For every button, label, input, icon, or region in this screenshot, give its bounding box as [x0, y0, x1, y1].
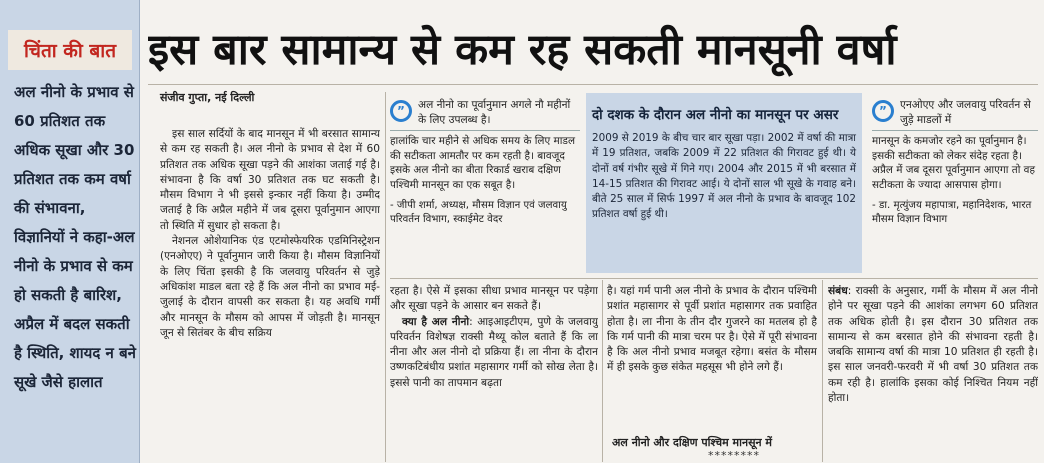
column-divider [385, 92, 386, 462]
quote-attribution: - जीपी शर्मा, अध्यक्ष, मौसम विज्ञान एवं जलवायु परिवर्तन विभाग, स्काईमेट वेदर [390, 199, 567, 225]
divider [872, 130, 1038, 131]
fact-box-body: 2009 से 2019 के बीच चार बार सूखा पड़ा। 2002 में वर्षा की मात्रा में 19 प्रतिशत, जबकि 2009 में 22 प्रतिशत की गिरावट हुई थी। ये दोनों वर्ष गंभीर सूखे में गिने गए। 2004 और 2015 में भी बरसात में 14-15 प्रतिशत की गिरावट आई। ये दोनों साल भी सूखे के गवाह बने। बीते 25 साल में सिर्फ 1997 में अल नीनो के प्रभाव के बावजूद 102 प्रतिशत वर्षा हुई थी। [592, 132, 856, 221]
quote-box-sharma [390, 98, 580, 270]
sidebar-panel [0, 0, 140, 463]
end-mark: ******** [708, 449, 760, 462]
subhead: अल नीनो और दक्षिण पश्चिम मानसून में [612, 436, 773, 449]
quote-icon: ” [390, 100, 412, 122]
quote-attribution: - डा. मृत्युंजय महापात्रा, महानिदेशक, भारत मौसम विज्ञान विभाग [872, 199, 1032, 225]
quote-icon: ” [872, 100, 894, 122]
byline: संजीव गुप्ता, नई दिल्ली [160, 91, 255, 104]
subhead: क्या है अल नीनो [402, 315, 470, 328]
column-divider [822, 280, 823, 462]
paragraph: : राक्सी के अनुसार, गर्मी के मौसम में अल नीनो होने पर सूखा पड़ने की आशंका लगभग 60 प्रतिशत तक अधिक होती है। इस दौरान 30 प्रतिशत तक सामान्य से कम बरसात होने की संभावना रहती है। जबकि सामान्य वर्षा की मात्रा 10 प्रतिशत ही रहती है। इस साल जनवरी-फरवरी में भी वर्षा 30 प्रतिशत तक कम रही है। हालांकि इसका कोई निश्चित नियम नहीं होता। [828, 285, 1038, 405]
quote-body: हालांकि चार महीने से अधिक समय के लिए माडल की सटीकता आमतौर पर कम रहती है। बावजूद इसके अल नीनो का बीता रिकार्ड खराब दक्षिण पश्चिमी मानसून का एक सबूत है। [390, 135, 576, 191]
quote-box-mohapatra [872, 98, 1038, 270]
divider [390, 130, 580, 131]
article-column-3 [607, 284, 817, 434]
article-column-4 [828, 284, 1038, 462]
paragraph: : आइआइटीएम, पुणे के जलवायु परिवर्तन विशेषज्ञ राक्सी मैथ्यू कोल बताते हैं कि ला नीना और अल नीनो दो प्रक्रिया हैं। ला नीना के दौरान उष्णकटिबंधीय प्रशांत महासागर गर्मी को सोख लेता है। इससे पानी का तापमान बढ़ता [390, 315, 598, 389]
quote-body: मानसून के कमजोर रहने का पूर्वानुमान है। इसकी सटीकता को लेकर संदेह रहता है। अप्रैल में जब दूसरा पूर्वानुमान आएगा तो वह सटीकता के ज्यादा आसपास होगा। [872, 135, 1035, 191]
paragraph: है। यहां गर्म पानी अल नीनो के प्रभाव के दौरान पश्चिमी प्रशांत महासागर से पूर्वी प्रशांत महासागर तक प्रवाहित होता है। ला नीना के तीन दौर गुजरने का मतलब हो है कि गर्म पानी की मात्रा चरम पर है। ऐसे में पूरी संभावना है कि अल नीनो प्रभाव मजबूत रहेगा। बसंत के मौसम में ही इसके कुछ संकेत महसूस भी होने लगे हैं। [607, 285, 817, 374]
column-divider [602, 280, 603, 462]
paragraph: इस साल सर्दियों के बाद मानसून में भी बरसात सामान्य से कम रह सकती है। अल नीनो के प्रभाव से देश में 60 प्रतिशत तक अधिक सूखा पड़ने की आशंका जताई गई है। संभावना है कि वर्षा 30 प्रतिशत तक घट सकती है। मौसम विभाग ने भी इससे इन्कार नहीं किया है। उम्मीद जताई है कि अप्रैल महीने में जब दूसरा पूर्वानुमान आएगा तो स्थिति में सुधार हो सकता है। [160, 128, 380, 232]
quote-lead: अल नीनो का पूर्वानुमान अगले नौ महीनों के लिए उपलब्ध है। [418, 99, 571, 126]
sidebar-summary: अल नीनो के प्रभाव से 60 प्रतिशत तक अधिक सूखा और 30 प्रतिशत तक कम वर्षा की संभावना, विज्ञानियों ने कहा-अल नीनो के प्रभाव से कम हो सकती है बारिश, अप्रैल में बदल सकती है स्थिति, शायद न बने सूखे जैसे हालात [14, 83, 136, 391]
paragraph: नेशनल ओशेयानिक एंड एटमोस्फेयरिक एडमिनिस्ट्रेशन (एनओएए) ने पूर्वानुमान जारी किया है। मौसम विज्ञानियों के लिए चिंता इसकी है कि जलवायु परिवर्तन से जुड़े अधिकांश माडल बता रहे हैं कि अल नीनो का प्रभाव मई-जुलाई के दौरान वापसी कर सकता है। यह अवधि गर्मी और मानसून के मौसम को आपस में जोड़ती है। मानसून जून से सितंबर के बीच सक्रिय [160, 235, 380, 339]
quote-lead: एनओएए और जलवायु परिवर्तन से जुड़े माडलों में [900, 99, 1031, 126]
subhead: संबंध [828, 285, 848, 297]
paragraph: रहता है। ऐसे में इसका सीधा प्रभाव मानसून पर पड़ेगा और सूखा पड़ने के आसार बन सकते हैं। [390, 285, 598, 313]
fact-box [586, 93, 862, 273]
headline-divider [148, 84, 1038, 85]
box-divider [390, 278, 1038, 279]
headline: इस बार सामान्य से कम रह सकती मानसूनी वर्षा [148, 25, 897, 75]
article-column-2 [390, 284, 598, 462]
sidebar-tag: चिंता की बात [8, 30, 132, 70]
fact-box-title: दो दशक के दौरान अल नीनो का मानसून पर असर [592, 107, 839, 123]
article-column-1 [160, 127, 380, 462]
